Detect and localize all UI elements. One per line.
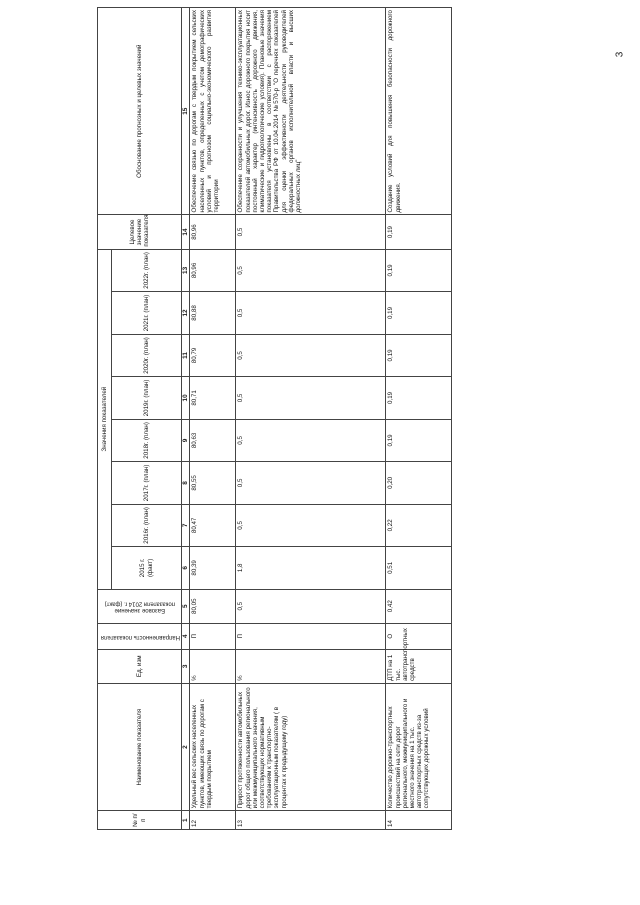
header-year: 2021г. (план) [112, 292, 182, 334]
row-value: 0,5 [236, 249, 386, 292]
row-base: 0,42 [386, 589, 452, 623]
row-target: 0,19 [386, 215, 452, 249]
header-target: Целевое значение показателя [98, 215, 182, 249]
column-number: 3 [182, 649, 190, 683]
column-number: 8 [182, 462, 190, 504]
row-target: 80,96 [190, 215, 236, 249]
row-justification: Обеспечение сохранности и улучшения технико-эксплуатационных показателей автомобильных дорог. Износ дорожного покрытия носит постоянный характер (интенсивность дорожного движения, климатические и гидрогеологические условия). Плановые значения показателя установлены в соответствии с распоряжением Правительства РФ от 10.04.2014 №570-р "О перечнях показателей для оценки эффективности деятельности руководителей федеральных органов исполнительной власти и высших должностных лиц" [236, 8, 386, 215]
row-value: 80,71 [190, 377, 236, 419]
row-direction: О [386, 623, 452, 649]
column-number: 11 [182, 334, 190, 376]
row-value: 80,88 [190, 292, 236, 334]
row-num: 13 [236, 811, 386, 830]
row-value: 0,19 [386, 334, 452, 376]
row-name: Количество дорожно-транспортных происшествий на сети дорог регионального, межмуниципального и местного значения на 1 тыс. автотранспортных средств из-за сопутствующих дорожных условий [386, 683, 452, 810]
row-value: 80,55 [190, 462, 236, 504]
row-unit: ДТП на 1 тыс. автотранспортных средств [386, 649, 452, 683]
row-direction: П [236, 623, 386, 649]
header-year: 2022г. (план) [112, 249, 182, 292]
row-value: 0,5 [236, 419, 386, 461]
row-justification: Создание условий для повышения безопасности дорожного движения. [386, 8, 452, 215]
header-base: Базовое значение показателя 2014 г. (факт) [98, 589, 182, 623]
row-name: Удельный вес сельских населенных пунктов, имеющих связь по дорогам с твердым покрытием [190, 683, 236, 810]
header-num: № п/п [98, 811, 182, 830]
column-number: 2 [182, 683, 190, 810]
header-year: 2017г. (план) [112, 462, 182, 504]
row-value: 80,39 [190, 547, 236, 589]
row-value: 0,22 [386, 504, 452, 546]
row-value: 0,19 [386, 292, 452, 334]
column-number: 9 [182, 419, 190, 461]
row-value: 80,63 [190, 419, 236, 461]
header-year: 2018г. (план) [112, 419, 182, 461]
row-num: 14 [386, 811, 452, 830]
column-number: 1 [182, 811, 190, 830]
table-sheet [97, 7, 573, 830]
column-number: 13 [182, 249, 190, 292]
column-number: 10 [182, 377, 190, 419]
column-number: 12 [182, 292, 190, 334]
header-direction: Направленность показателя [98, 623, 182, 649]
row-value: 80,47 [190, 504, 236, 546]
column-number: 14 [182, 215, 190, 249]
header-justification: Обоснование прогнозных и целевых значений [98, 8, 182, 215]
header-year: 2020г. (план) [112, 334, 182, 376]
column-number: 7 [182, 504, 190, 546]
header-year: 2019г. (план) [112, 377, 182, 419]
row-target: 0,5 [236, 215, 386, 249]
row-value: 0,5 [236, 504, 386, 546]
row-value: 0,19 [386, 249, 452, 292]
header-year: 2016г. (план) [112, 504, 182, 546]
indicators-table [97, 7, 452, 830]
row-base: 80,05 [190, 589, 236, 623]
header-name: Наименование показателя [98, 683, 182, 810]
row-justification: Обеспечение связью по дорогам с твердым покрытием сельских населенных пунктов, определенных с учетом демографических условий и прогнозом социально-экономического развития территории [190, 8, 236, 215]
row-value: 80,79 [190, 334, 236, 376]
table-row [236, 8, 386, 830]
row-value: 80,96 [190, 249, 236, 292]
header-values-group: Значения показателей [98, 249, 112, 589]
row-value: 0,20 [386, 462, 452, 504]
header-unit: Ед. изм [98, 649, 182, 683]
row-value: 0,5 [236, 377, 386, 419]
row-value: 0,5 [236, 292, 386, 334]
page-number: 3 [614, 51, 626, 58]
row-base: 0,5 [236, 589, 386, 623]
row-value: 0,51 [386, 547, 452, 589]
row-name: Прирост протяженности автомобильных дорог общего пользования регионального или межмуниципального значения, соответствующих нормативным требованиям к транспортно-эксплуатационным показателям ( в процентах к предыдущему году) [236, 683, 386, 810]
column-number: 5 [182, 589, 190, 623]
row-value: 0,5 [236, 334, 386, 376]
row-num: 12 [190, 811, 236, 830]
header-year: 2015 г. (факт) [112, 547, 182, 589]
row-value: 1,8 [236, 547, 386, 589]
column-number: 15 [182, 8, 190, 215]
row-direction: П [190, 623, 236, 649]
row-value: 0,19 [386, 377, 452, 419]
row-value: 0,5 [236, 462, 386, 504]
table-row [190, 8, 236, 830]
row-unit: % [190, 649, 236, 683]
column-number-row [182, 8, 190, 830]
column-number: 4 [182, 623, 190, 649]
table-row [386, 8, 452, 830]
row-unit: % [236, 649, 386, 683]
row-value: 0,19 [386, 419, 452, 461]
column-number: 6 [182, 547, 190, 589]
